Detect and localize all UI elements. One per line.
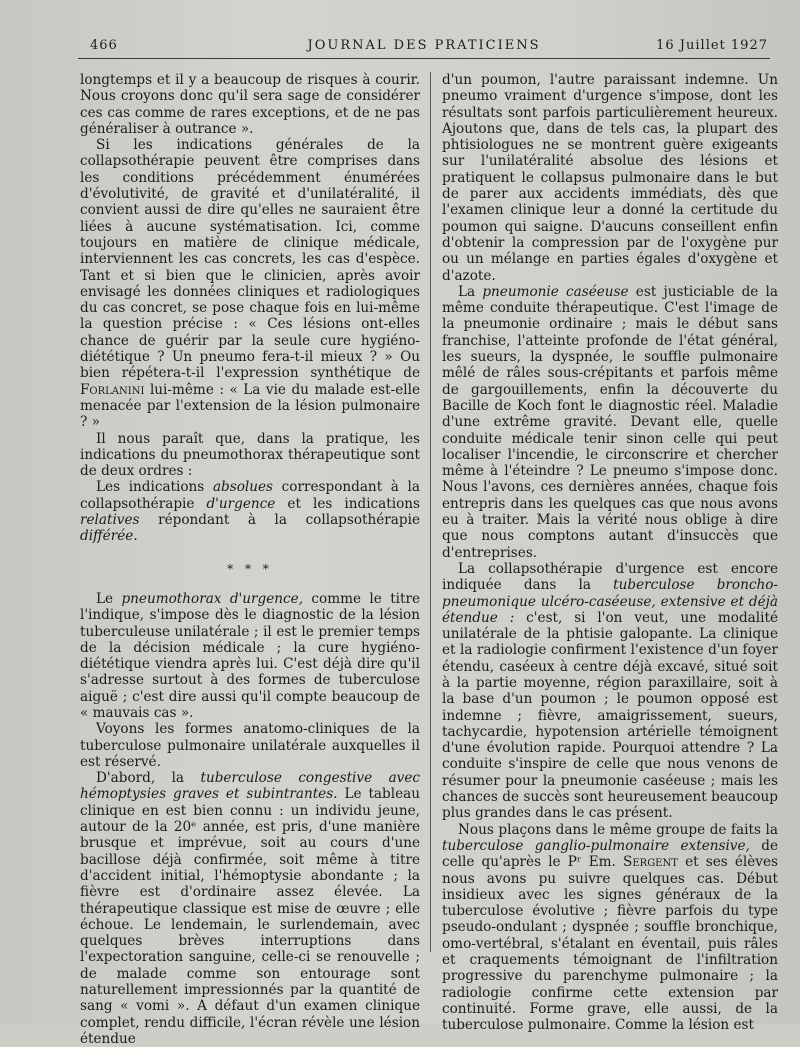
paragraph: Nous plaçons dans le même groupe de faits la tuberculose ganglio-pulmonaire extensive, de celle qu'après le Pʳ Em. Sergent et ses élèves nous avons pu suivre quelques cas. Début insidieux avec les signes généraux de la tuberculose évolutive ; fièvre parfois du type pseudo-ondulant ; dyspnée ; souffle bronchique, omo-vertébral, s'étalant en éventail, puis râles et craquements témoignant de l'infiltration progressive du parenchyme pulmonaire ; la radiologie confirme cette extension par continuité. Forme grave, elle aussi, de la tuberculose pulmonaire. Comme la lésion est	[442, 821, 778, 1034]
column-divider	[430, 72, 431, 952]
paragraph: La collapsothérapie d'urgence est encore indiquée dans la tuberculose broncho-pneumonique ulcéro-caséeuse, extensive et déjà étendue : c'est, si l'on veut, une modalité unilatérale de la phtisie galopante. La clinique et la radiologie confirment l'existence d'un foyer étendu, caséeux à centre déjà excavé, situé soit à la partie moyenne, région paraxillaire, soit à la base d'un poumon ; le poumon opposé est indemne ; fièvre, amaigrissement, sueurs, tachycardie, hypotension artérielle témoignent d'une évolution rapide. Pourquoi attendre ? La conduite s'inspire de celle que nous venons de résumer pour la pneumonie caséeuse ; mais les chances de succès sont heureusement beaucoup plus grandes dans le cas présent.	[442, 560, 778, 822]
author-name: Forlanini	[80, 381, 145, 398]
right-column	[442, 72, 778, 1034]
journal-title: JOURNAL DES PRATICIENS	[307, 38, 541, 53]
issue-date: 16 Juillet 1927	[656, 38, 768, 53]
paragraph: Les indications absolues correspondant à la collapsothérapie d'urgence et les indications relatives répondant à la collapsothérapie différée.	[80, 479, 420, 545]
running-header	[78, 34, 770, 59]
paragraph: Voyons les formes anatomo-cliniques de la tuberculose pulmonaire unilatérale auxquelles il est réservé.	[80, 721, 420, 770]
paragraph: La pneumonie caséeuse est justiciable de la même conduite thérapeutique. C'est l'image de la pneumonie ordinaire ; mais le début sans franchise, l'atteinte profonde de l'état général, les sueurs, la dyspnée, le souffle pulmonaire mêlé de râles sous-crépitants et parfois même de gargouillements, enfin la découverte du Bacille de Koch font le diagnostic réel. Maladie d'une extrême gravité. Devant elle, quelle conduite médicale tenir sinon celle qui peut localiser l'incendie, le circonscrire et chercher même à l'éteindre ? Le pneumo s'impose donc. Nous l'avons, ces dernières années, chaque fois entrepris dans les quelques cas que nous avons eu à traiter. Mais la vérité nous oblige à dire que nous comptons autant d'insuccès que d'entreprises.	[442, 283, 778, 561]
paragraph: Il nous paraît que, dans la pratique, les indications du pneumothorax thérapeutique sont de deux ordres :	[80, 430, 420, 480]
section-title: pneumothorax d'urgence,	[121, 590, 304, 607]
paragraph: longtemps et il y a beaucoup de risques à courir. Nous croyons donc qu'il sera sage de considérer ces cas comme de rares exceptions, et de ne pas généraliser à outrance ».	[80, 72, 420, 137]
author-name: Sergent	[623, 854, 678, 871]
page-number: 466	[90, 38, 118, 53]
paragraph: D'abord, la tuberculose congestive avec hémoptysies graves et subintrantes. Le tableau clinique en est bien connu : un individu jeune, autour de la 20ᵉ année, est pris, d'une manière brusque et imprévue, soit au cours d'une bacillose déjà confirmée, soit même à titre d'accident initial, l'hémoptysie abondante ; la fièvre est d'ordinaire assez élevée. La thérapeutique classique est mise de œuvre ; elle échoue. Le lendemain, le surlendemain, avec quelques brèves interruptions dans l'expectoration sanguine, celle-ci se renouvelle ; de malade comme son entourage sont naturellement impressionnés par la quantité de sang « vomi ». A défaut d'un examen clinique complet, rendu difficile, l'écran révèle une lésion étendue	[80, 770, 421, 1047]
section-asterism: * * *	[227, 561, 273, 576]
paragraph: Si les indications générales de la collapsothérapie peuvent être comprises dans les conditions précédemment énumérées d'évolutivité, de gravité et d'unilatéralité, il convient aussi de dire qu'elles ne sauraient être liées à aucune systématisation. Ici, comme toujours en matière de clinique médicale, interviennent les cas concrets, les cas d'espèce. Tant et si bien que le clinicien, après avoir envisagé les données cliniques et radiologiques du cas concret, se pose chaque fois en lui-même la question précise : « Ces lésions ont-elles chance de guérir par la seule cure hygiéno-diététique ? Un pneumo fera-t-il mieux ? » Ou bien répétera-t-il l'expression synthétique de Forlanini lui-même : « La vie du malade est-elle menacée par l'extension de la lésion pulmonaire ? »	[80, 137, 420, 431]
paragraph: Le pneumothorax d'urgence, comme le titre l'indique, s'impose dès le diagnostic de la lésion tuberculeuse unilatérale ; il est le premier temps de la décision médicale ; la cure hygiéno-diététique viendra après lui. C'est déjà dire qu'il s'adresse surtout à des formes de tuberculose aiguë ; c'est dire aussi qu'il compte beaucoup de « mauvais cas ».	[80, 590, 421, 721]
left-column	[80, 72, 420, 1047]
section-title: tuberculose broncho-pneumonique ulcéro-caséeuse, extensive et déjà étendue :	[442, 577, 778, 626]
section-title: tuberculose ganglio-pulmonaire extensive,	[442, 837, 750, 854]
section-title: tuberculose congestive avec hémoptysies graves et subintrantes.	[80, 770, 421, 803]
section-title: pneumonie caséeuse	[482, 283, 629, 300]
paragraph: d'un poumon, l'autre paraissant indemne. Un pneumo vraiment d'urgence s'impose, dont les résultats sont parfois particulièrement heureux. Ajoutons que, dans de tels cas, la plupart des phtisiologues ne se montrent guère exigeants sur l'unilatéralité absolue des lésions et pratiquent le collapsus pulmonaire dans le but de parer aux accidents immédiats, dès que l'examen clinique leur a donné la certitude du poumon qui saigne. D'aucuns conseillent enfin d'obtenir la compression par de l'oxygène pur ou un mélange en parties égales d'oxygène et d'azote.	[442, 72, 778, 284]
